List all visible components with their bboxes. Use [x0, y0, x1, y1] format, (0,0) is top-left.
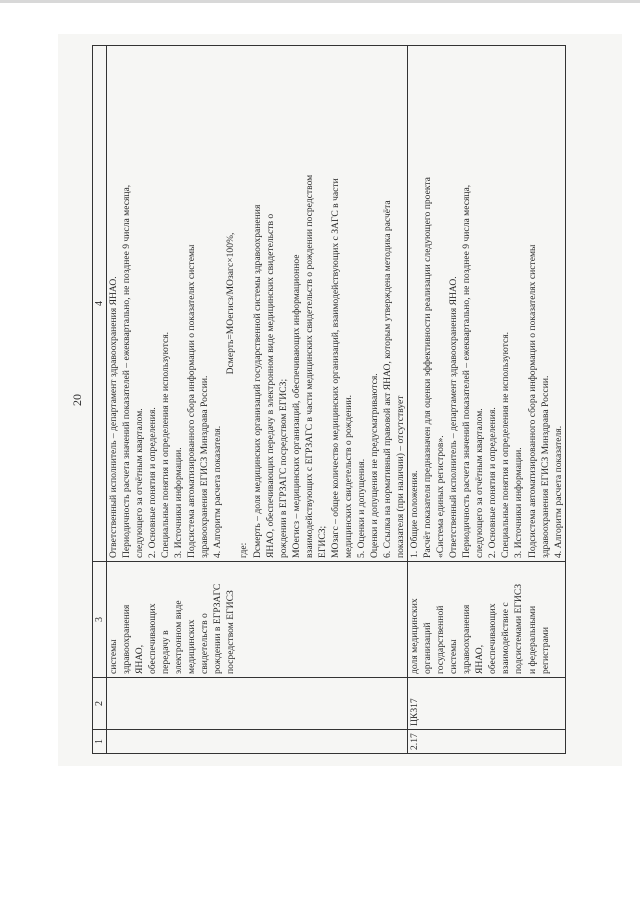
cell-text-line: здравоохранения ЕГИСЗ Минздрава России. — [199, 375, 211, 558]
cell-text-line: 3. Источники информации. — [513, 447, 525, 558]
cell-text-line: системы — [108, 639, 119, 674]
cell-text-line: взаимодействующих с ЕГРЗАГС в части медицинских свидетельств о рождении посредством — [303, 174, 315, 558]
header-row — [93, 46, 107, 754]
cell-text-line: здравоохранения ЕГИСЗ Минздрава России. — [539, 375, 551, 558]
cell-text-line: «Система единых регистров». — [435, 435, 447, 558]
cell-text-line: 4. Алгоритм расчета показателя. — [552, 425, 564, 558]
cell-text-line: где: — [238, 542, 250, 558]
cell-text-line: Ответственный исполнитель – департамент здравоохранения ЯНАО. — [448, 276, 460, 558]
table-row — [107, 46, 408, 754]
cell-text-line: рождении в ЕГРЗАГС посредством ЕГИСЗ; — [277, 378, 289, 558]
cell-text-line: системы — [448, 639, 460, 674]
cell-text-line: Специальные понятия и определения не используются. — [500, 331, 512, 558]
cell-text-line: Оценки и допущения не предусматриваются. — [368, 373, 380, 558]
cell-text-line: 1. Общие положения. — [409, 470, 421, 558]
cell-text-line: подсистемами ЕГИСЗ — [513, 583, 525, 674]
rotated-content — [58, 34, 622, 766]
cell-text-line: 2. Основные понятия и определения. — [487, 407, 499, 558]
cell-text-line: медицинских свидетельств о рождении. — [342, 394, 354, 558]
cell-text-line: 2. Основные понятия и определения. — [147, 407, 159, 558]
cell-text-line: Ответственный исполнитель – департамент здравоохранения ЯНАО. — [108, 276, 119, 558]
indicator-code-cell: ЦК317 — [408, 678, 566, 730]
methodology-cell — [408, 46, 566, 562]
cell-text-line: здравоохранения — [121, 604, 133, 674]
cell-text-line: ЯНАО, обеспечивающих передачу в электронном виде медицинских свидетельств о — [264, 213, 276, 558]
formula-line: Dсмерть=МОегисз/МОзагс×100%, — [225, 232, 237, 375]
cell-text-line: следующего за отчётным кварталом. — [134, 408, 146, 558]
header-col-3: 3 — [93, 562, 107, 678]
cell-text-line: 3. Источники информации. — [173, 447, 185, 558]
header-col-1: 1 — [93, 730, 107, 754]
page-number: 20 — [70, 394, 84, 406]
scan-edge — [0, 0, 640, 3]
cell-text-line: 4. Алгоритм расчета показателя. — [212, 425, 224, 558]
methodology-cell — [107, 46, 408, 562]
cell-text-line: медицинских — [186, 619, 198, 674]
cell-text-line: Периодичность расчета значений показателей – ежеквартально, не позднее 9 числа месяца, — [461, 184, 473, 558]
cell-text-line: и федеральными — [526, 605, 538, 674]
cell-text-line: ЯНАО, — [474, 644, 486, 674]
cell-text-line: регистрами — [539, 627, 551, 674]
cell-text-line: Периодичность расчета значений показателей – ежеквартально, не позднее 9 числа месяца, — [121, 184, 133, 558]
indicator-table — [92, 45, 566, 754]
cell-text-line: 5. Оценки и допущения. — [355, 458, 367, 558]
cell-text-line: обеспечивающих — [487, 603, 499, 674]
cell-text-line: следующего за отчётным кварталом. — [474, 408, 486, 558]
cell-text-line: Подсистема автоматизированного сбора информации о показателях системы — [526, 244, 538, 558]
document-page — [58, 34, 622, 766]
header-col-4: 4 — [93, 46, 107, 562]
cell-text-line: здравоохранения — [461, 604, 473, 674]
cell-text-line: ЕГИСЗ; — [316, 525, 328, 558]
row-number-cell: 2.17 — [408, 730, 566, 754]
cell-text-line: обеспечивающих — [147, 603, 159, 674]
cell-text-line: взаимодействие с — [500, 602, 512, 674]
header-col-2: 2 — [93, 678, 107, 730]
cell-text-line: Специальные понятия и определения не используются. — [160, 331, 172, 558]
cell-text-line: рождении в ЕГРЗАГС — [212, 583, 224, 674]
cell-text-line: передачу в — [160, 630, 172, 674]
cell-text-line: Расчёт показателя предназначен для оценки эффективности реализации следующего проекта — [422, 177, 434, 558]
cell-text-line: доля медицинских — [409, 598, 421, 674]
cell-text-line: 6. Ссылка на нормативный правовой акт ЯНАО, которым утверждена методика расчёта — [381, 200, 393, 558]
cell-text-line: посредством ЕГИСЗ — [225, 590, 237, 674]
cell-text-line: МОегисз – медицинских организаций, обеспечивающих информационное — [290, 254, 302, 558]
cell-text-line: Dсмерть – доля медицинских организаций государственной системы здравоохранения — [251, 204, 263, 558]
table-row — [408, 46, 566, 754]
cell-text-line: организаций — [422, 622, 434, 674]
indicator-code-cell — [107, 678, 408, 730]
cell-text-line: государственной — [435, 605, 447, 674]
cell-text-line: электронном виде — [173, 600, 185, 674]
cell-text-line: Подсистема автоматизированного сбора информации о показателях системы — [186, 244, 198, 558]
cell-text-line: показателя (при наличии) – отсутствует — [395, 395, 407, 558]
cell-text-line: МОзагс – общее количество медицинских организаций, взаимодействующих с ЗАГС в части — [329, 178, 341, 558]
cell-text-line: ЯНАО, — [134, 644, 146, 674]
row-number-cell — [107, 730, 408, 754]
indicator-name-cell — [107, 562, 408, 678]
indicator-name-cell — [408, 562, 566, 678]
cell-text-line: свидетельств о — [199, 613, 211, 674]
